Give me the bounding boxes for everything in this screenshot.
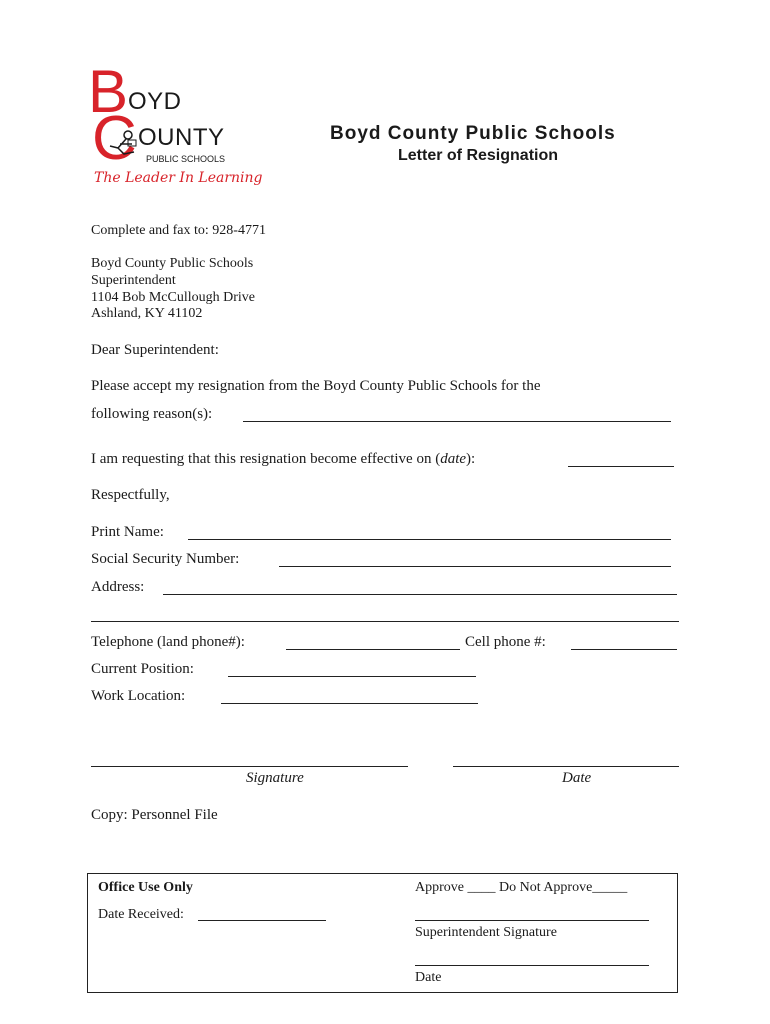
signature-field[interactable] (91, 766, 408, 767)
logo-letter-b: B (88, 58, 129, 125)
superintendent-signature-field[interactable] (415, 920, 649, 921)
superintendent-signature-label: Superintendent Signature (415, 925, 557, 940)
office-date-field[interactable] (415, 965, 649, 966)
reader-figure-icon (106, 128, 140, 158)
effective-date-word: date (440, 451, 467, 467)
logo-letter-c: C (92, 104, 137, 173)
signature-label: Signature (246, 770, 304, 786)
telephone-field[interactable] (286, 649, 460, 650)
closing: Respectfully, (91, 487, 170, 503)
signature-date-field[interactable] (453, 766, 679, 767)
date-received-label: Date Received: (98, 907, 184, 922)
office-date-label: Date (415, 970, 442, 985)
reason-label: following reason(s): (91, 406, 213, 422)
office-use-box (87, 873, 678, 993)
address-label: Address: (91, 579, 145, 595)
current-position-field[interactable] (228, 676, 476, 677)
date-received-field[interactable] (198, 920, 326, 921)
office-use-heading: Office Use Only (98, 880, 193, 895)
cell-phone-field[interactable] (571, 649, 677, 650)
logo-public-schools: PUBLIC SCHOOLS (146, 154, 226, 164)
effective-suffix: ): (466, 451, 476, 467)
logo-ounty: OUNTY (138, 124, 225, 151)
logo-oyd: OYD (128, 88, 182, 115)
effective-date-field[interactable] (568, 466, 674, 467)
address-line: Boyd County Public Schools (91, 256, 254, 271)
document-title: Boyd County Public Schools (330, 123, 616, 144)
effective-prefix: I am requesting that this resignation become effective on ( (91, 451, 441, 467)
district-logo (88, 58, 263, 190)
current-position-label: Current Position: (91, 661, 194, 677)
address-line: Superintendent (91, 273, 176, 288)
ssn-field[interactable] (279, 566, 671, 567)
salutation: Dear Superintendent: (91, 342, 219, 358)
telephone-label: Telephone (land phone#): (91, 634, 245, 650)
reason-field[interactable] (243, 421, 671, 422)
print-name-label: Print Name: (91, 524, 164, 540)
signature-date-label: Date (562, 770, 592, 786)
body-line-1: Please accept my resignation from the Boyd County Public Schools for the (91, 378, 541, 394)
address-line: Ashland, KY 41102 (91, 306, 203, 321)
address-line: 1104 Bob McCullough Drive (91, 290, 255, 305)
work-location-field[interactable] (221, 703, 478, 704)
address-field[interactable] (163, 594, 677, 595)
logo-tagline: The Leader In Learning (94, 170, 263, 186)
effective-date-sentence (91, 451, 475, 468)
approve-options: Approve ____ Do Not Approve_____ (415, 880, 628, 895)
fax-instruction: Complete and fax to: 928-4771 (91, 223, 266, 238)
copy-line: Copy: Personnel File (91, 807, 218, 823)
cell-phone-label: Cell phone #: (465, 634, 546, 650)
document-subtitle: Letter of Resignation (398, 147, 559, 164)
work-location-label: Work Location: (91, 688, 186, 704)
address-field-line-2[interactable] (91, 621, 679, 622)
print-name-field[interactable] (188, 539, 671, 540)
ssn-label: Social Security Number: (91, 551, 240, 567)
